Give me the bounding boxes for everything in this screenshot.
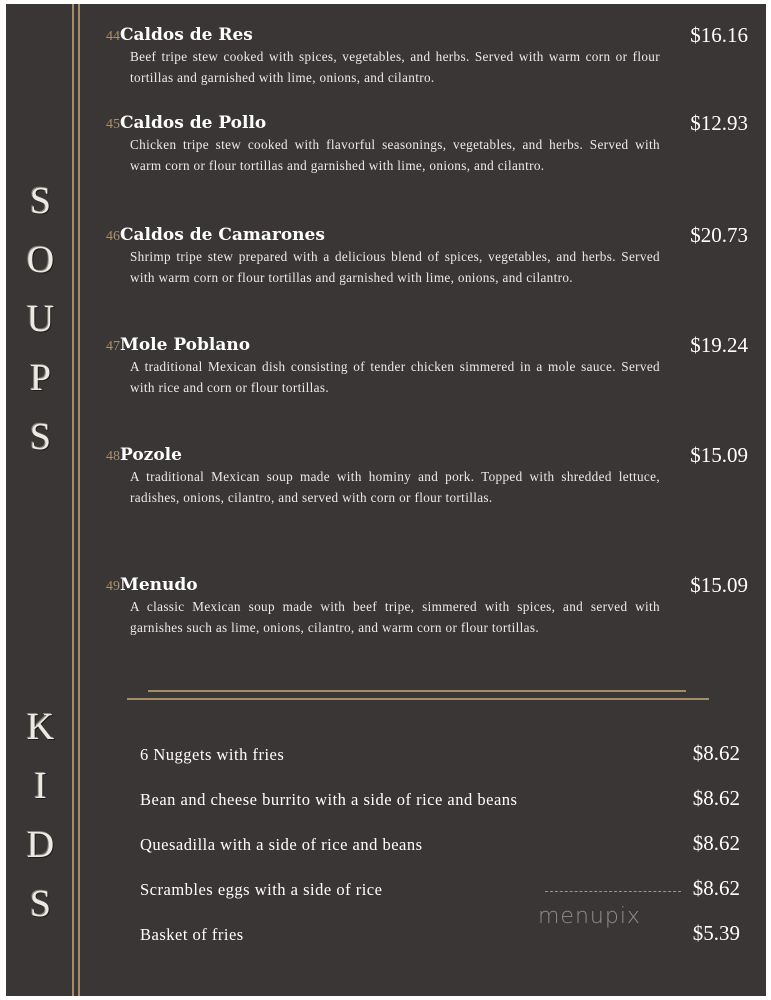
kid-item-name: 6 Nuggets with fries bbox=[140, 745, 285, 764]
item-description: Chicken tripe stew cooked with flavorful seasonings, vegetables, and herbs. Served with warm corn or flour tortillas and garnished with lime, onions, and cilantro. bbox=[130, 137, 660, 173]
item-description: Beef tripe stew cooked with spices, vegetables, and herbs. Served with warm corn or flour tortillas and garnished with lime, onions, and cilantro. bbox=[130, 49, 660, 85]
menu-item bbox=[106, 444, 756, 508]
item-name: Mole Poblano bbox=[120, 335, 251, 355]
item-name: Pozole bbox=[120, 445, 182, 465]
kid-item-name: Basket of fries bbox=[140, 925, 244, 944]
item-price: $16.16 bbox=[690, 24, 748, 47]
section-letter: K bbox=[26, 706, 56, 748]
menu-item bbox=[106, 334, 756, 398]
list-item bbox=[140, 741, 740, 786]
item-number: 45 bbox=[106, 117, 120, 132]
section-letter: U bbox=[26, 298, 56, 340]
kid-item-price: $8.62 bbox=[692, 876, 740, 900]
menu-page bbox=[6, 4, 766, 996]
left-border-line-inner bbox=[78, 4, 80, 996]
list-item bbox=[140, 876, 740, 921]
item-description: Shrimp tripe stew prepared with a delicious blend of spices, vegetables, and herbs. Served with warm corn or flour tortillas and garnished with lime, onions, and cilantro. bbox=[130, 249, 660, 285]
section-letter: I bbox=[34, 765, 48, 807]
item-price: $20.73 bbox=[690, 223, 748, 247]
item-description: A classic Mexican soup made with beef tripe, simmered with spices, and served with garnishes such as lime, onions, cilantro, and warm corn or flour tortillas. bbox=[130, 599, 660, 635]
kids-section-title bbox=[6, 698, 76, 934]
kid-item-price: $8.62 bbox=[692, 741, 740, 765]
item-number: 48 bbox=[106, 449, 120, 464]
list-item bbox=[140, 831, 740, 876]
item-name: Caldos de Res bbox=[120, 25, 253, 45]
item-number: 46 bbox=[106, 229, 120, 244]
item-number: 44 bbox=[106, 29, 120, 44]
item-price: $19.24 bbox=[690, 333, 748, 357]
item-name: Caldos de Camarones bbox=[120, 225, 325, 245]
item-description: A traditional Mexican dish consisting of tender chicken simmered in a mole sauce. Served with rice and corn or flour tortillas. bbox=[130, 359, 660, 395]
section-letter: S bbox=[29, 416, 53, 458]
item-number: 49 bbox=[106, 579, 120, 594]
list-item bbox=[140, 921, 740, 966]
kid-item-name: Quesadilla with a side of rice and beans bbox=[140, 835, 423, 854]
section-divider-bottom bbox=[127, 698, 709, 700]
watermark: menupix bbox=[538, 904, 641, 929]
section-letter: O bbox=[26, 239, 56, 281]
kids-list bbox=[140, 741, 740, 966]
kid-item-price: $5.39 bbox=[692, 921, 740, 945]
section-divider-top bbox=[148, 690, 686, 692]
item-name: Caldos de Pollo bbox=[120, 113, 267, 133]
menu-item bbox=[106, 24, 756, 88]
soups-list bbox=[106, 24, 756, 652]
item-description: A traditional Mexican soup made with hominy and pork. Topped with shredded lettuce, radishes, onions, cilantro, and served with corn or flour tortillas. bbox=[130, 469, 660, 505]
section-letter: D bbox=[26, 824, 56, 866]
menu-item bbox=[106, 112, 756, 176]
menu-item bbox=[106, 574, 756, 638]
soups-section-title bbox=[6, 172, 76, 467]
section-letter: S bbox=[29, 883, 53, 925]
menu-item bbox=[106, 224, 756, 288]
list-item bbox=[140, 786, 740, 831]
kid-item-price: $8.62 bbox=[692, 831, 740, 855]
item-price: $15.09 bbox=[690, 443, 748, 467]
item-name: Menudo bbox=[120, 575, 198, 595]
kid-item-name: Scrambles eggs with a side of rice bbox=[140, 880, 383, 899]
item-price: $12.93 bbox=[690, 111, 748, 135]
section-letter: P bbox=[29, 357, 53, 399]
item-number: 47 bbox=[106, 339, 120, 354]
item-price: $15.09 bbox=[690, 573, 748, 597]
dashed-line bbox=[545, 891, 681, 892]
section-letter: S bbox=[29, 180, 53, 222]
kid-item-name: Bean and cheese burrito with a side of rice and beans bbox=[140, 790, 518, 809]
kid-item-price: $8.62 bbox=[692, 786, 740, 810]
